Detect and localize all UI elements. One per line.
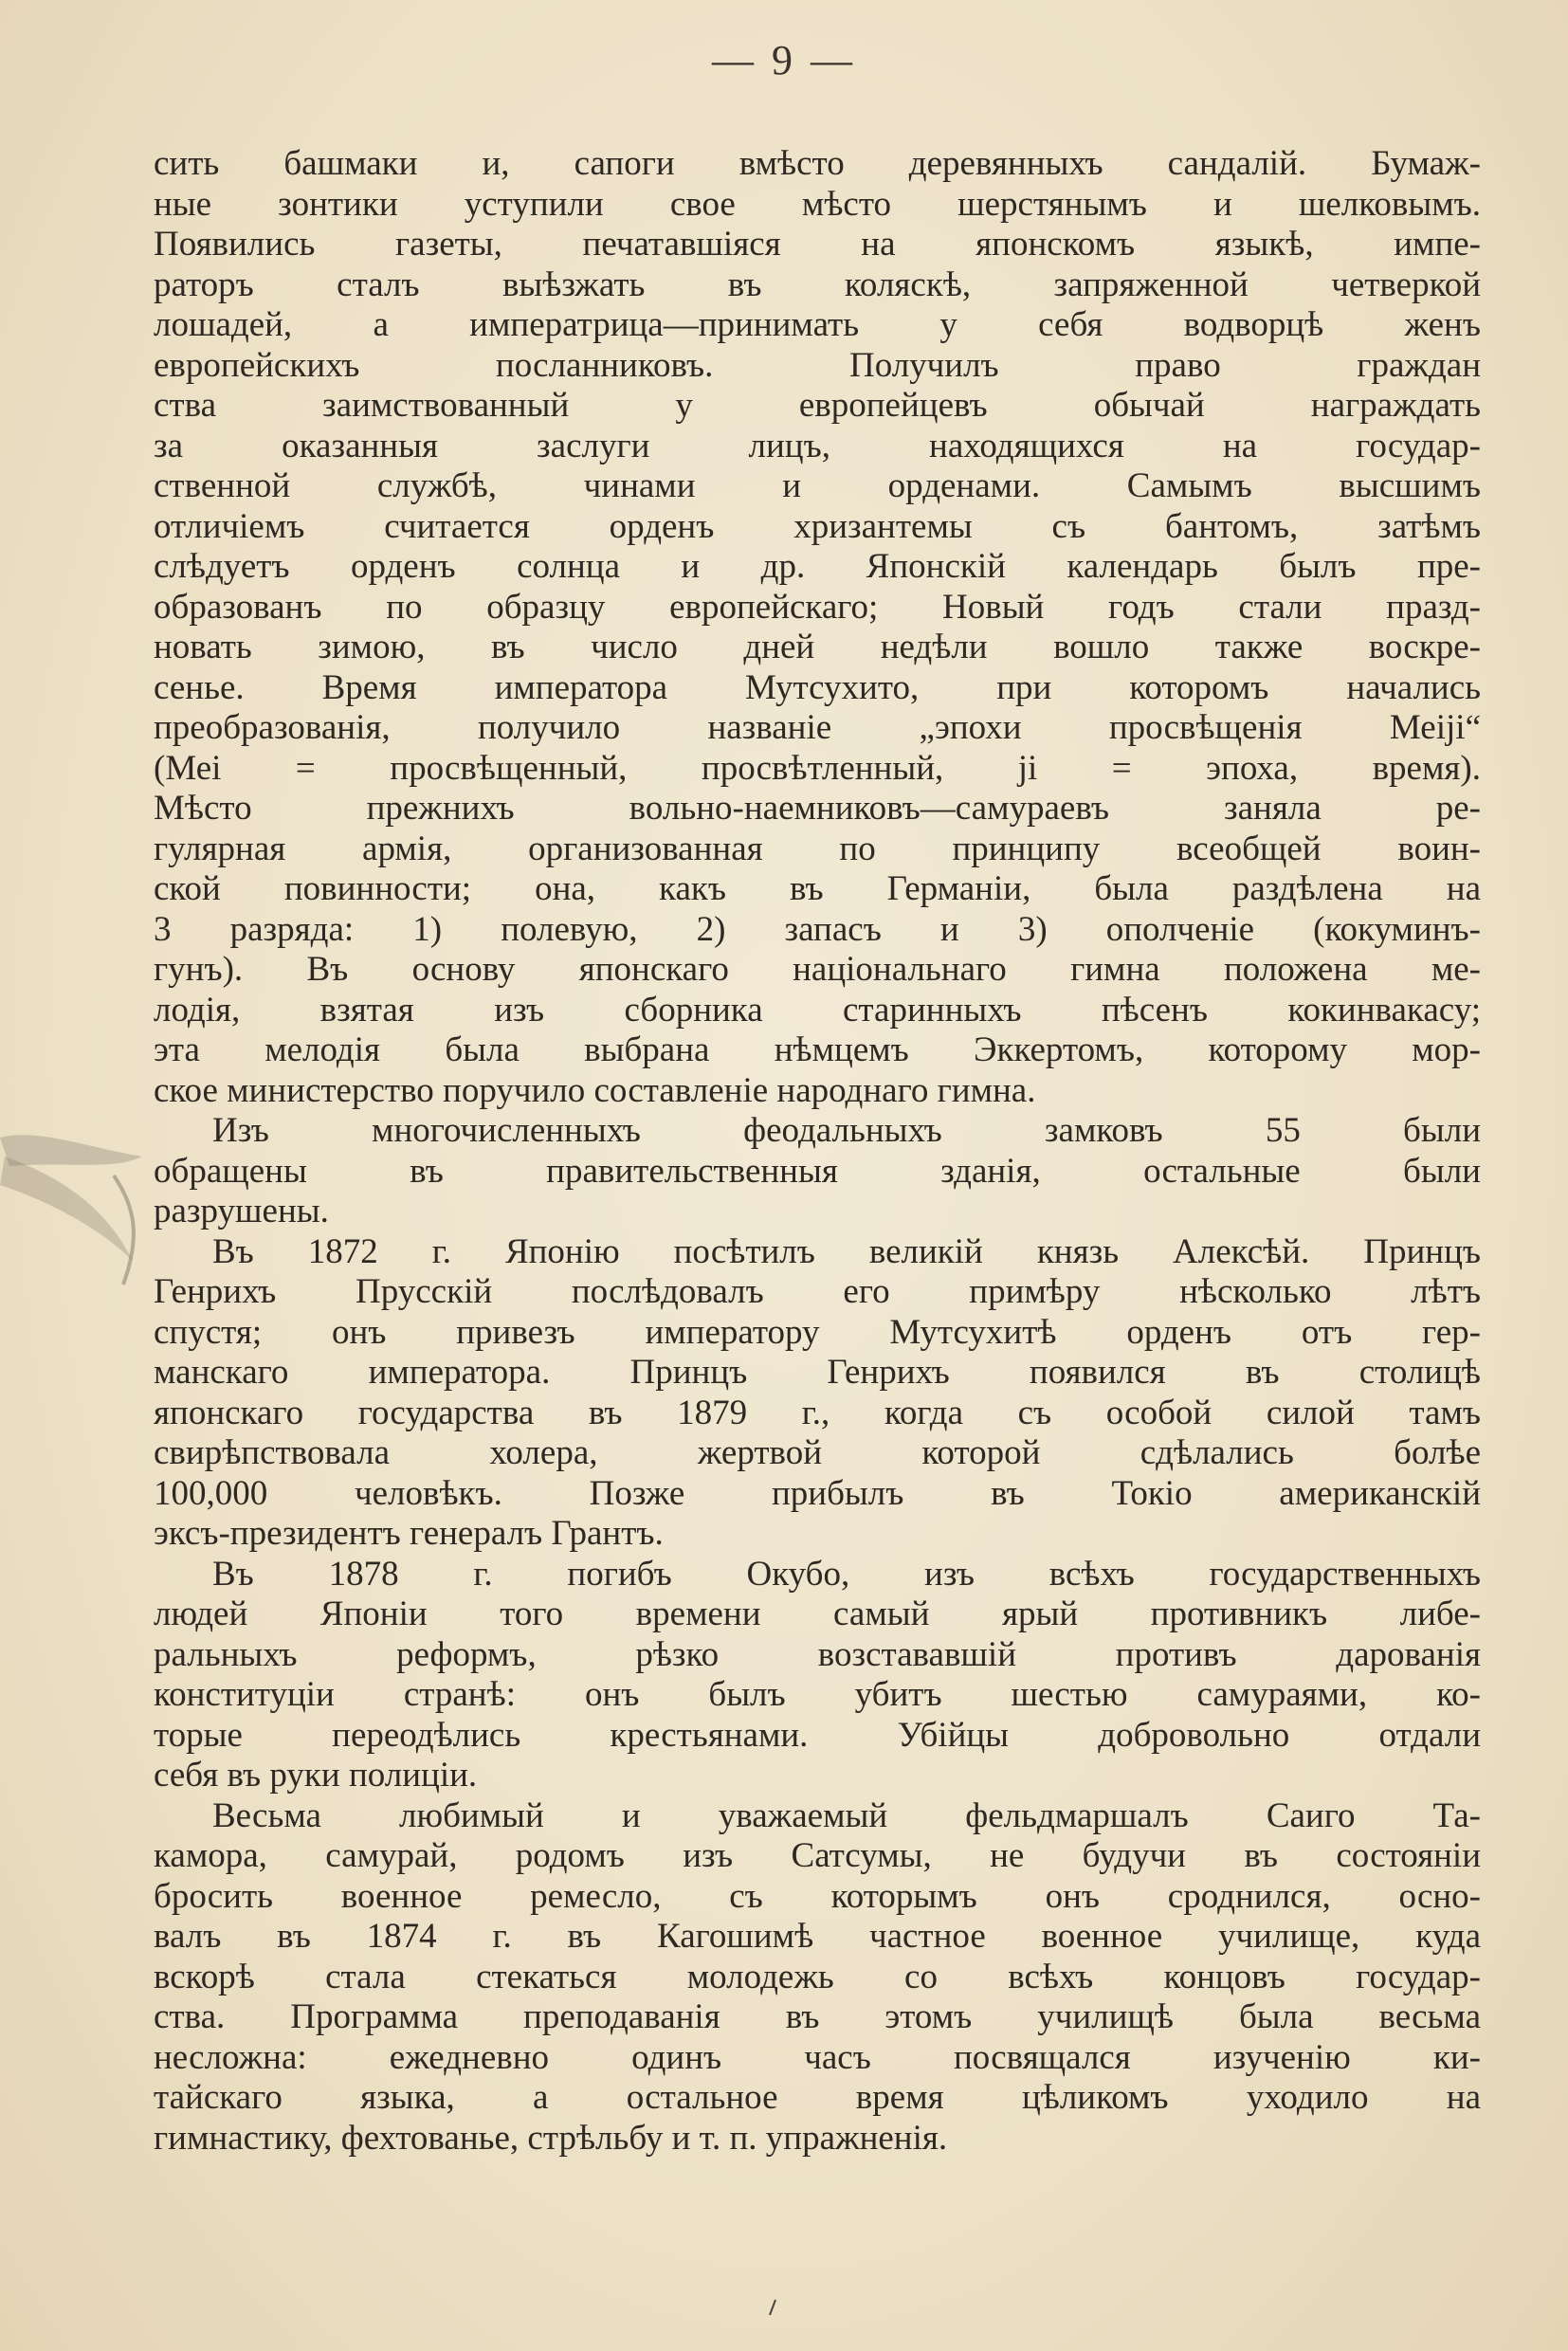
text-line: ства заимствованный у европейцевъ обычай награждать <box>154 386 1481 425</box>
text-line: японскаго государства въ 1879 г., когда съ особой силой тамъ <box>154 1393 1481 1432</box>
text-line: торые переодѣлись крестьянами. Убійцы добровольно отдали <box>154 1715 1481 1755</box>
text-line: ства. Программа преподаванія въ этомъ училищѣ была весьма <box>154 1997 1481 2036</box>
text-line: новать зимою, въ число дней недѣли вошло также воскре- <box>154 628 1481 666</box>
text-line: (Меі = просвѣщенный, просвѣтленный, jі = эпоха, время). <box>154 748 1481 788</box>
text-line: лодія, взятая изъ сборника старинныхъ пѣсенъ кокинвакасу; <box>154 990 1481 1030</box>
text-line: Въ 1872 г. Японію посѣтилъ великій князь Алексѣй. Принцъ <box>212 1231 1481 1271</box>
text-line: раторъ сталъ выѣзжать въ коляскѣ, запряженной четверкой <box>154 264 1481 304</box>
text-line: лошадей, а императрица—принимать у себя водворцѣ женъ <box>154 305 1481 344</box>
paper-smudge-mark <box>0 1119 161 1308</box>
text-line: 3 разряда: 1) полевую, 2) запасъ и 3) ополченіе (кокуминъ- <box>154 909 1481 949</box>
text-line: валъ въ 1874 г. въ Кагошимѣ частное военное училище, куда <box>154 1917 1481 1956</box>
text-line: сенье. Время императора Мутсухито, при которомъ начались <box>154 667 1481 707</box>
text-line: гулярная армія, организованная по принципу всеобщей воин- <box>154 829 1481 868</box>
text-line: 100,000 человѣкъ. Позже прибылъ въ Токіо американскій <box>154 1473 1481 1513</box>
body-text <box>154 144 1481 2159</box>
text-line: людей Японіи того времени самый ярый противникъ либе- <box>154 1595 1481 1633</box>
text-line: за оказанныя заслуги лицъ, находящихся на государ- <box>154 426 1481 465</box>
text-line: бросить военное ремесло, съ которымъ онъ сроднился, осно- <box>154 1876 1481 1916</box>
text-line: камора, самурай, родомъ изъ Сатсумы, не будучи въ состояніи <box>154 1836 1481 1875</box>
text-line: ные зонтики уступили свое мѣсто шерстянымъ и шелковымъ. <box>154 184 1481 224</box>
text-line: разрушены. <box>154 1192 329 1230</box>
text-line: спустя; онъ привезъ императору Мутсухитѣ орденъ отъ гер- <box>154 1312 1481 1352</box>
text-line: образованъ по образцу европейскаго; Новый годъ стали празд- <box>154 587 1481 627</box>
text-line: конституціи странѣ: онъ былъ убитъ шестью самураями, ко- <box>154 1675 1481 1714</box>
text-line: Весьма любимый и уважаемый фельдмаршалъ Саиго Та- <box>212 1795 1481 1835</box>
text-line: ственной службѣ, чинами и орденами. Самымъ высшимъ <box>154 466 1481 505</box>
text-line: ское министерство поручило составленіе народнаго гимна. <box>154 1070 1036 1110</box>
text-line: преобразованія, получило названіе „эпохи просвѣщенія Меіjі“ <box>154 708 1481 747</box>
text-line: Изъ многочисленныхъ феодальныхъ замковъ 55 были <box>212 1111 1481 1150</box>
text-line: свирѣпствовала холера, жертвой которой сдѣлались болѣе <box>154 1433 1481 1472</box>
text-line: отличіемъ считается орденъ хризантемы съ бантомъ, затѣмъ <box>154 506 1481 546</box>
page-number: — 9 — <box>712 37 856 83</box>
text-line: Въ 1878 г. погибъ Окубо, изъ всѣхъ государственныхъ <box>212 1554 1481 1594</box>
text-line: эксъ-президентъ генералъ Грантъ. <box>154 1514 664 1553</box>
text-line: европейскихъ посланниковъ. Получилъ право граждан <box>154 345 1481 385</box>
text-line: обращены въ правительственныя зданія, остальные были <box>154 1151 1481 1191</box>
text-line: ской повинности; она, какъ въ Германіи, была раздѣлена на <box>154 869 1481 908</box>
text-line: Мѣсто прежнихъ вольно-наемниковъ—самураевъ заняла ре- <box>154 789 1481 828</box>
text-line: Появились газеты, печатавшіяся на японскомъ языкѣ, импе- <box>154 225 1481 264</box>
text-line: ральныхъ реформъ, рѣзко возстававшій противъ дарованія <box>154 1634 1481 1674</box>
text-line: слѣдуетъ орденъ солнца и др. Японскій календарь былъ пре- <box>154 547 1481 586</box>
text-line: вскорѣ стала стекаться молодежь со всѣхъ концовъ государ- <box>154 1957 1481 1996</box>
text-line: несложна: ежедневно одинъ часъ посвящался изученію ки- <box>154 2037 1481 2077</box>
text-line: эта мелодія была выбрана нѣмцемъ Эккертомъ, которому мор- <box>154 1030 1481 1069</box>
text-line: сить башмаки и, сапоги вмѣсто деревянныхъ сандалій. Бумаж- <box>154 144 1481 183</box>
text-line: Генрихъ Прусскій послѣдовалъ его примѣру нѣсколько лѣтъ <box>154 1272 1481 1311</box>
text-line: гунъ). Въ основу японскаго національнаго гимна положена ме- <box>154 950 1481 989</box>
text-line: себя въ руки полиціи. <box>154 1756 478 1795</box>
text-line: тайскаго языка, а остальное время цѣликомъ уходило на <box>154 2078 1481 2117</box>
ink-mark <box>768 2299 777 2316</box>
text-line: манскаго императора. Принцъ Генрихъ появился въ столицѣ <box>154 1353 1481 1392</box>
text-line: гимнастику, фехтованье, стрѣльбу и т. п. упражненія. <box>154 2118 948 2158</box>
